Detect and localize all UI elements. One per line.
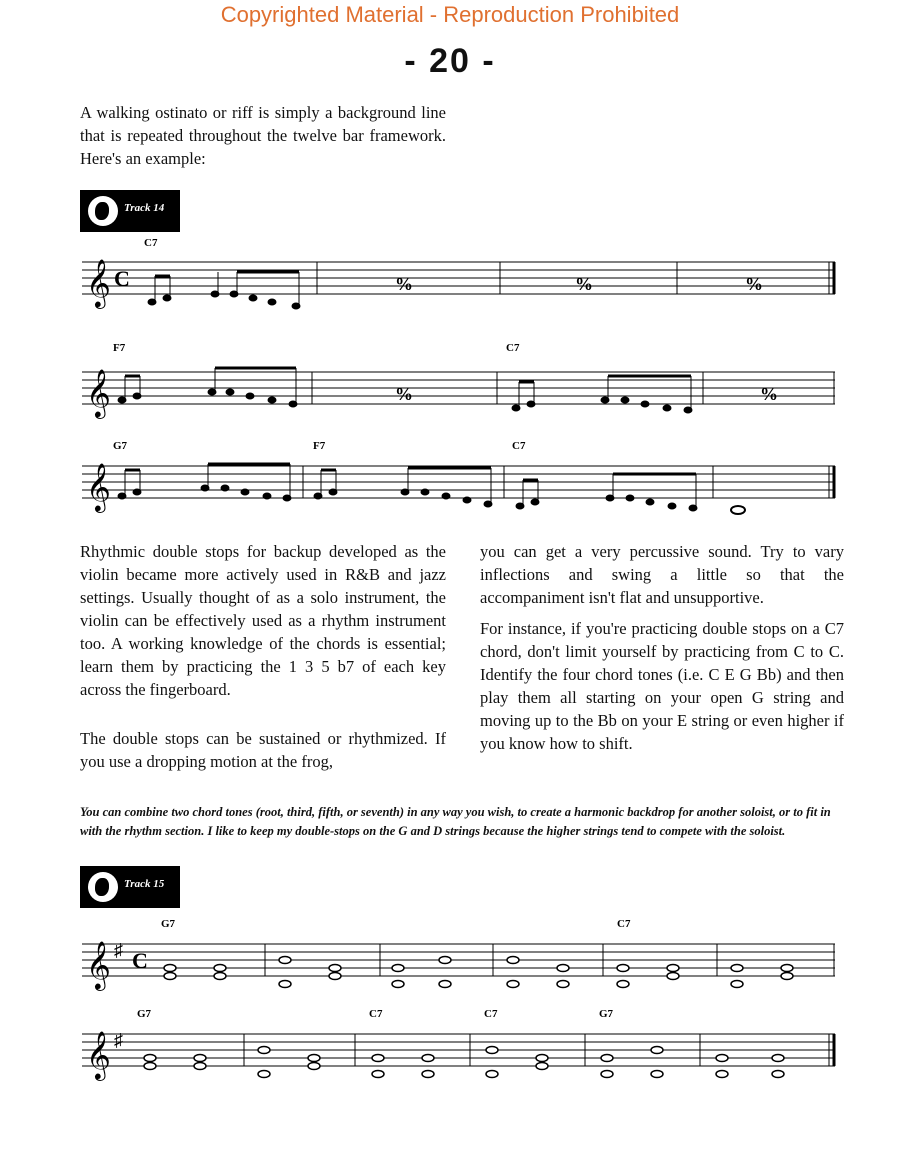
chord-g7: G7 — [161, 918, 176, 930]
chord-g7: G7 — [137, 1008, 152, 1020]
repeat-measure-icon: % — [760, 384, 778, 404]
staff-1 — [82, 237, 835, 309]
double-stop-notes — [144, 1047, 784, 1078]
left-column-paragraph-2: The double stops can be sustained or rhythmized. If you use a dropping motion at the frog, — [80, 729, 446, 771]
track-15-label: Track 15 — [124, 878, 165, 890]
staff-4 — [82, 918, 835, 991]
chord-g7: G7 — [113, 440, 128, 452]
riff-notes — [118, 464, 745, 514]
track-14-label: Track 14 — [124, 202, 165, 214]
chord-c7: C7 — [512, 440, 526, 452]
key-signature-sharp-icon: ♯ — [114, 1030, 123, 1050]
repeat-measure-icon: % — [745, 274, 763, 294]
staff-3 — [82, 440, 835, 514]
treble-clef-icon: 𝄞 — [86, 368, 111, 417]
intro-paragraph: A walking ostinato or riff is simply a background line that is repeated throughout the twelve bar framework. Here's an example: — [80, 103, 446, 168]
copyright-banner: Copyrighted Material - Reproduction Prohibited — [220, 2, 680, 27]
chord-g7: G7 — [599, 1008, 614, 1020]
caption-text: You can combine two chord tones (root, third, fifth, or seventh) in any way you wish, to create a harmonic backdrop for another soloist, or to fit in with the rhythm section. I like to keep my double-stops on the G and D strings because the higher strings tend to compete with the soloist. — [80, 805, 831, 838]
double-stop-notes — [164, 957, 793, 988]
treble-clef-icon: 𝄞 — [86, 258, 111, 307]
time-signature: C — [114, 266, 130, 291]
chord-c7: C7 — [617, 918, 631, 930]
repeat-measure-icon: % — [395, 274, 413, 294]
chord-c7: C7 — [484, 1008, 498, 1020]
chord-c7: C7 — [369, 1008, 383, 1020]
page-number: - 20 - — [404, 42, 496, 80]
treble-clef-icon: 𝄞 — [86, 940, 111, 989]
chord-f7: F7 — [113, 342, 126, 354]
chord-c7: C7 — [506, 342, 520, 354]
repeat-measure-icon: % — [395, 384, 413, 404]
key-signature-sharp-icon: ♯ — [114, 940, 123, 960]
right-column-paragraph-2: For instance, if you're practicing double stops on a C7 chord, don't limit yourself by practicing from C to C. Identify the four chord tones (i.e. C E G Bb) and then play them all starting on your open G string and moving up to the Bb on your E string or even higher if you know how to shift. — [480, 619, 844, 753]
treble-clef-icon: 𝄞 — [86, 1030, 111, 1079]
left-column-paragraph-1: Rhythmic double stops for backup developed as the violin became more actively used in R&B and jazz settings. Usually thought of as a solo instrument, the violin can be effectively used as a rhythm instrument too. A working knowledge of the chords is essential; learn them by practicing the 1 3 5 b7 of each key across the fingerboard. — [80, 542, 446, 699]
right-column-paragraph-1: you can get a very percussive sound. Try to vary inflections and swing a little so that the accompaniment isn't flat and unsupportive. — [480, 542, 844, 607]
staff-5 — [82, 1008, 835, 1081]
staff-2 — [82, 342, 835, 419]
chord-c7: C7 — [144, 237, 158, 249]
chord-f7: F7 — [313, 440, 326, 452]
time-signature: C — [132, 948, 148, 973]
treble-clef-icon: 𝄞 — [86, 462, 111, 511]
repeat-measure-icon: % — [575, 274, 593, 294]
